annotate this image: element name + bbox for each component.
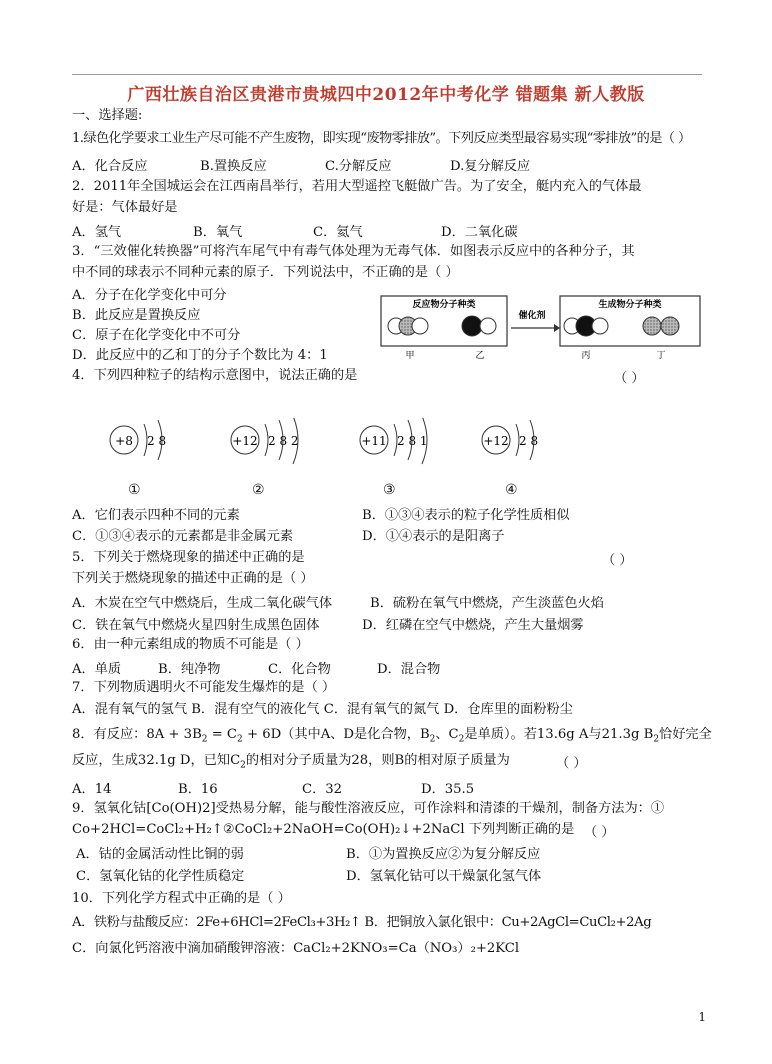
atom-label-1: ① — [128, 482, 141, 498]
q10-options-line2: C．向氯化钙溶液中滴加硝酸钾溶液：CaCl₂+2KNO₃=Ca（NO₃）₂+2KCl — [72, 941, 520, 956]
reaction-arrow-head — [554, 324, 560, 332]
product-box-title: 生成物分子种类 — [598, 300, 662, 310]
q5-option-d: D．红磷在空气中燃烧，产生大量烟雾 — [362, 618, 584, 633]
nucleus-charge: +12 — [232, 434, 258, 448]
q1-option-a: A．化合反应 — [72, 159, 148, 174]
q8-option-b: B．16 — [178, 782, 218, 797]
nucleus-charge: +11 — [361, 434, 387, 448]
q8-option-c: C．32 — [302, 782, 343, 797]
document-title: 广西壮族自治区贵港市贵城四中2012年中考化学 错题集 新人教版 — [127, 85, 645, 105]
q4-option-c: C．①③④表示的元素都是非金属元素 — [72, 529, 294, 544]
q9-option-d: D．氢氧化钴可以干燥氯化氢气体 — [346, 869, 542, 884]
label-bing: 丙 — [581, 351, 591, 360]
q6-option-c: C．化合物 — [268, 662, 331, 677]
molecule-yi-atom — [480, 318, 496, 334]
header-rule — [72, 74, 702, 75]
q6-option-d: D．混合物 — [377, 662, 441, 677]
q2-option-c: C．氦气 — [313, 225, 363, 240]
molecule-ding-atom — [643, 317, 661, 335]
q7-stem: 7．下列物质遇明火不可能发生爆炸的是（ ） — [72, 680, 336, 695]
q1-stem: 1.绿色化学要求工业生产尽可能不产生废物，即实现“废物零排放”。下列反应类型最容易实现“零排放”的是（ ） — [72, 131, 691, 146]
q8-text: 是单质）。若13.6g A与21.3g B — [464, 727, 654, 742]
q3-option-a: A．分子在化学变化中可分 — [72, 288, 227, 303]
q1-option-c: C.分解反应 — [325, 159, 392, 174]
q3-stem-line2: 中不同的球表示不同种元素的原子．下列说法中，不正确的是（ ） — [72, 265, 459, 280]
q4-option-b: B．①③④表示的粒子化学性质相似 — [362, 508, 570, 523]
q8-text: 恰好完全 — [659, 727, 712, 742]
q8-text: 反应，生成32.1g D，已知C — [72, 753, 241, 768]
electron-counts: 2 8 — [519, 434, 539, 448]
q8-text: = C — [207, 727, 238, 742]
q2-option-a: A．氢气 — [72, 225, 122, 240]
atom-label-2: ② — [252, 482, 265, 498]
molecule-bing-atom — [592, 318, 608, 334]
label-jia: 甲 — [405, 351, 415, 360]
q2-stem-line1: 2．2011年全国城运会在江西南昌举行，若用大型遥控飞艇做广告。为了安全，艇内充入的气体最 — [72, 179, 642, 194]
q1-option-b: B.置换反应 — [200, 159, 267, 174]
molecule-jia-atom — [412, 318, 428, 334]
electron-counts: 2 8 2 — [268, 434, 299, 448]
q9-option-c: C．氢氧化钴的化学性质稳定 — [76, 869, 245, 884]
electron-counts: 2 8 1 — [397, 434, 428, 448]
nucleus-charge: +8 — [115, 434, 133, 448]
q8-line2: 反应，生成32.1g D，已知$C_2$的相对分子质量为28，则B的相对原子质量为 — [72, 753, 510, 771]
q10-stem: 10．下列化学方程式中正确的是（ ） — [72, 891, 291, 906]
q6-option-a: A．单质 — [72, 662, 122, 677]
label-ding: 丁 — [656, 351, 666, 360]
molecule-ding-atom — [661, 317, 679, 335]
atom-diagram-4 — [476, 418, 646, 478]
q5-answer-paren: （ ） — [602, 553, 633, 568]
q4-answer-paren: （ ） — [614, 371, 645, 386]
q9-option-a: A．钴的金属活动性比铜的弱 — [76, 847, 244, 862]
q2-option-b: B．氧气 — [193, 225, 243, 240]
q8-line1: 8．有反应：$8A + 3B_2 = C_2 + 6D$（其中A、D是化合物，$B_2$、$C_2$是单质）。若13.6g A与21.3g $B_2$恰好完全 — [72, 727, 712, 745]
q10-options-line1: A．铁粉与盐酸反应：2Fe+6HCl=2FeCl₃+3H₂↑ B．把铜放入氯化银中：Cu+2AgCl=CuCl₂+2Ag — [72, 915, 652, 930]
q2-option-d: D．二氧化碳 — [441, 225, 518, 240]
q9-answer-paren: （ ） — [584, 825, 615, 840]
q8-text: + 6D（其中A、D是化合物，B — [242, 727, 430, 742]
nucleus-charge: +12 — [483, 434, 509, 448]
q3-stem-line1: 3．“三效催化转换器”可将汽车尾气中有毒气体处理为无毒气体．如图表示反应中的各种分子，其 — [72, 244, 635, 259]
q5-stem-repeat: 下列关于燃烧现象的描述中正确的是（ ） — [72, 571, 314, 586]
q5-option-c: C．铁在氧气中燃烧火星四射生成黑色固体 — [72, 618, 320, 633]
q8-text: 、C — [435, 727, 459, 742]
q5-stem: 5．下列关于燃烧现象的描述中正确的是 — [72, 550, 305, 565]
q6-option-b: B．纯净物 — [158, 662, 221, 677]
molecule-yi-atom — [462, 316, 482, 336]
section-heading: 一、选择题: — [72, 108, 143, 123]
q9-option-b: B．①为置换反应②为复分解反应 — [346, 847, 541, 862]
reactant-box-title: 反应物分子种类 — [412, 300, 476, 310]
q8-option-a: A．14 — [72, 782, 112, 797]
q5-option-a: A．木炭在空气中燃烧后，生成二氧化碳气体 — [72, 596, 333, 611]
q4-option-a: A．它们表示四种不同的元素 — [72, 508, 240, 523]
atom-label-4: ④ — [505, 482, 518, 498]
q1-option-d: D.复分解反应 — [450, 159, 531, 174]
q3-option-d: D．此反应中的乙和丁的分子个数比为 4：1 — [72, 348, 328, 363]
q3-option-b: B．此反应是置换反应 — [72, 308, 201, 323]
q8-text: 的相对分子质量为28，则B的相对原子质量为 — [245, 753, 510, 768]
q3-option-c: C．原子在化学变化中不可分 — [72, 328, 241, 343]
q3-molecule-diagram — [380, 290, 702, 360]
q8-text: 8．有反应：8A + 3B — [72, 727, 202, 742]
q8-answer-paren: （ ） — [556, 756, 587, 771]
q2-stem-line2: 好是：气体最好是 — [72, 200, 178, 215]
q6-stem: 6．由一种元素组成的物质不可能是（ ） — [72, 637, 309, 652]
q5-option-b: B．硫粉在氧气中燃烧，产生淡蓝色火焰 — [370, 596, 604, 611]
label-yi: 乙 — [475, 351, 485, 360]
q7-options: A．混有氧气的氢气 B．混有空气的液化气 C．混有氧气的氮气 D．仓库里的面粉粉尘 — [72, 702, 573, 717]
catalyst-label: 催化剂 — [518, 311, 546, 321]
q4-option-d: D．①④表示的是阳离子 — [362, 529, 505, 544]
page-number: 1 — [698, 1010, 706, 1024]
q9-line2: Co+2HCl=CoCl₂+H₂↑②CoCl₂+2NaOH=Co(OH)₂↓+2NaCl 下列判断正确的是 — [72, 822, 575, 837]
q8-option-d: D．35.5 — [421, 782, 475, 797]
q4-stem: 4．下列四种粒子的结构示意图中，说法正确的是 — [72, 368, 358, 383]
atom-label-3: ③ — [383, 482, 396, 498]
electron-counts: 2 8 — [147, 434, 167, 448]
q9-line1: 9．氢氧化钴[Co(OH)2]受热易分解，能与酸性溶液反应，可作涂料和清漆的干燥剂，制备方法为：① — [72, 801, 665, 816]
